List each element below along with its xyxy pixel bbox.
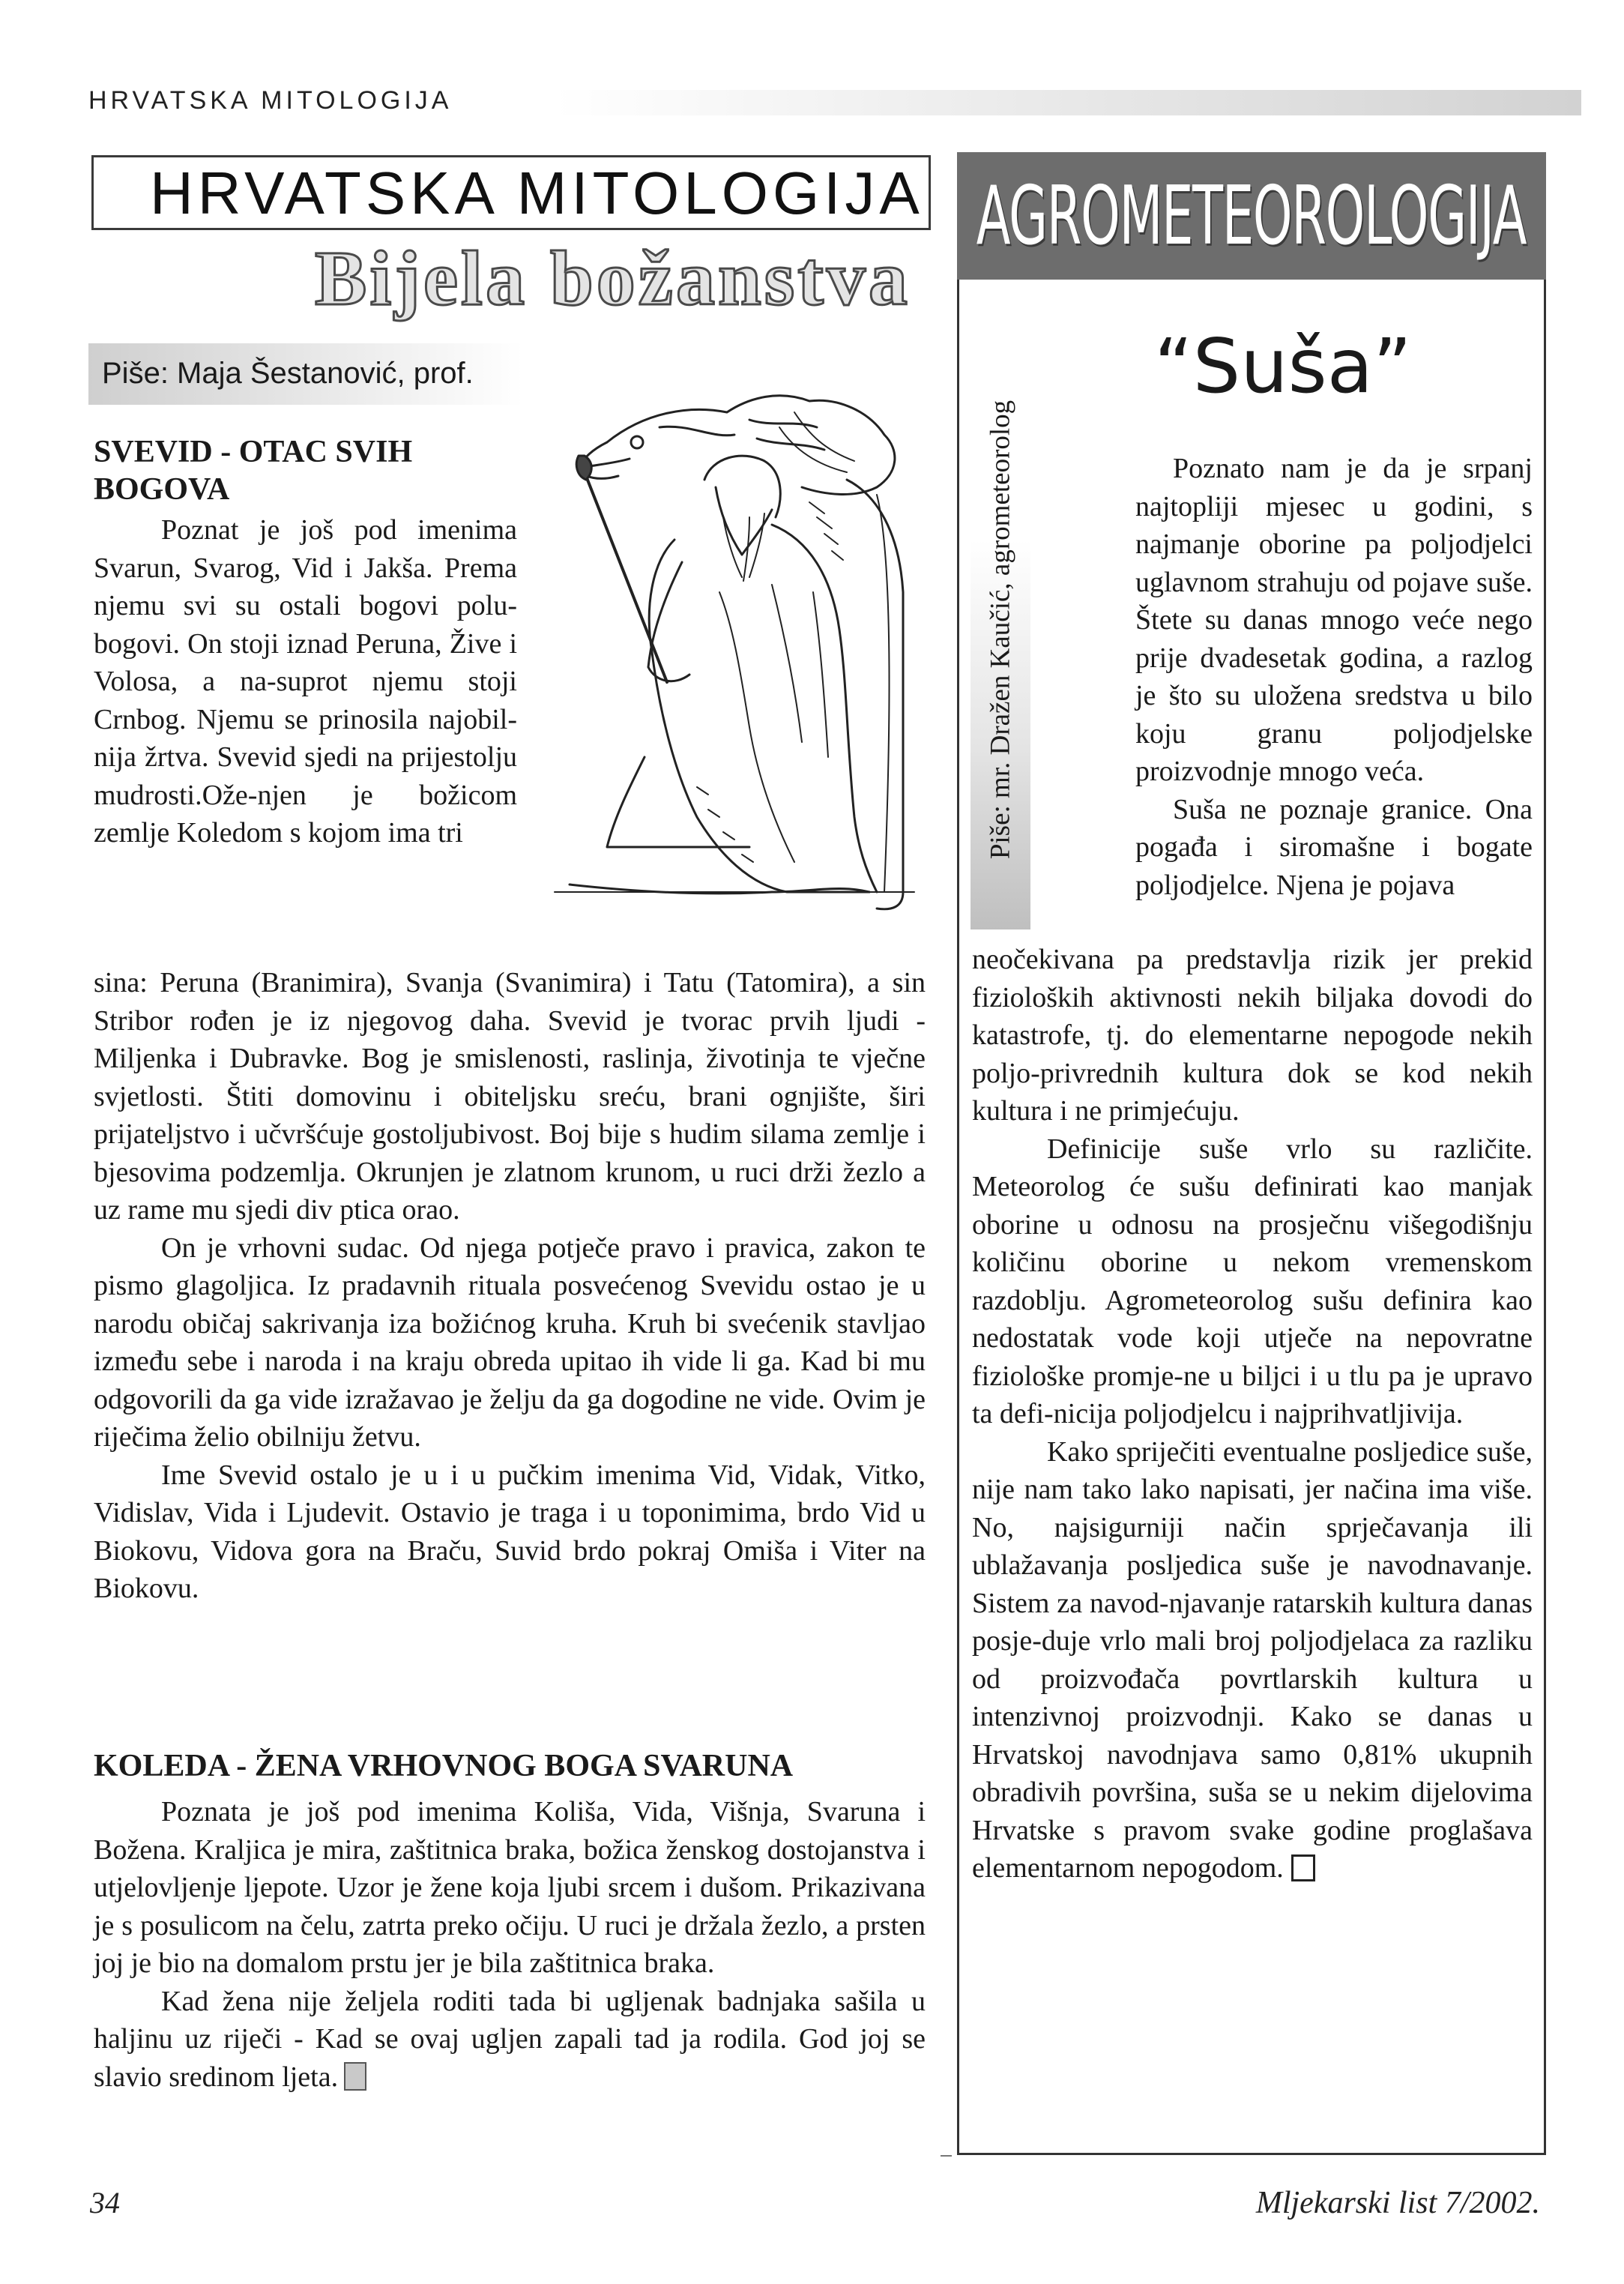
svevid-illustration <box>525 367 944 929</box>
svevid-body <box>94 964 926 1608</box>
section-heading-koleda: KOLEDA - ŽENA VRHOVNOG BOGA SVARUNA <box>94 1749 794 1783</box>
paragraph <box>94 1983 926 2097</box>
paragraph: neočekivana pa predstavlja rizik jer prekid fizioloških aktivnosti nekih biljaka dovodi do katastrofe, tj. do elementarne nepogode nekih poljo-privrednih kultura dok se kod nekih kultura i ne primjećuju. <box>972 944 1533 1127</box>
page-number: 34 <box>90 2186 120 2220</box>
agro-section-title: AGROMETEOROLOGIJA <box>976 169 1527 263</box>
agro-header <box>957 152 1546 280</box>
paragraph <box>972 1433 1533 1887</box>
agro-byline: Piše: mr. Dražen Kaučić, agrometeorolog <box>985 400 1016 860</box>
paragraph: Poznata je još pod imenima Koliša, Vida, Višnja, Svaruna i Božena. Kraljica je mira, zaštitnica braka, božica ženskog dostojanstva i utjelovljenje ljepote. Uzor je žene koja ljubi srcem i dušom. Prikazivana je s posulicom na čelu, zatrta preko očiju. U ruci je držala žezlo, a prsten joj je bio na domalom prstu jer je bila zaštitnica braka. <box>94 1796 926 1979</box>
section-heading-svevid: SVEVID - OTAC SVIH BOGOVA <box>94 435 413 507</box>
paragraph: Suša ne poznaje granice. Ona pogađa i siromašne i bogate poljodjelce. Njena je pojava <box>1135 793 1533 901</box>
paragraph: Definicije suše vrlo su različite. Meteorolog će sušu definirati kao manjak oborine u odnosu na prosječnu višegodišnju količinu oborine u nekom vremenskom razdoblju. Agrometeorolog sušu definira kao nedostatak vode koji utječe na nepovratne fiziološke promje-ne u biljci i u tlu pa je upravo ta defi-nicija poljodjelcu i najprihvatljivija. <box>972 1133 1533 1429</box>
agro-body <box>972 941 1533 1887</box>
paragraph: On je vrhovni sudac. Od njega potječe pravo i pravica, zakon te pismo glagoljica. Iz pradavnih rituala posvećenog Svevidu ostao je u narodu običaj sakrivanja iza božićnog kruha. Kruh bi svećenik stavljao između sebe i naroda i na kraju obreda upitao ih vide li ga. Kad bi mu odgovorili da ga vide izražavao je želju da ga dogodine ne vide. Ovim je riječima želio obilniju žetvu. <box>94 1232 926 1453</box>
paragraph: Ime Svevid ostalo je u i u pučkim imenima Vid, Vidak, Vitko, Vidislav, Vida i Ljudevit. Ostavio je traga i u toponimima, brdo Vid u Biokovu, Vidova gora na Braču, Suvid brdo pokraj Omiša i Viter na Biokovu. <box>94 1459 926 1604</box>
byline-bar <box>88 343 523 405</box>
svevid-intro <box>94 433 517 852</box>
agro-article-title: “Suša” <box>1154 322 1412 410</box>
publication-title: Mljekarski list 7/2002. <box>1255 2186 1540 2220</box>
paragraph-text: Kad žena nije željela roditi tada bi ugljenak badnjaka sašila u haljinu uz riječi - Kad se ovaj ugljen zapali tad ja rodila. God joj se slavio sredinom ljeta. <box>94 1985 926 2093</box>
end-mark-icon <box>1291 1854 1315 1881</box>
koleda-body <box>94 1793 926 2096</box>
paragraph: Poznat je još pod imenima Svarun, Svarog, Vid i Jakša. Prema njemu svi su ostali bogovi polu-bogovi. On stoji iznad Peruna, Žive i Volosa, a na-suprot njemu stoji Crnbog. Njemu se prinosila najobil-nija žrtva. Svevid sjedi na prijestolju mudrosti.Ože-njen je božicom zemlje Koledom s kojom ima tri <box>94 514 517 849</box>
paragraph-text: Kako spriječiti eventualne posljedice suše, nije nam tako lako napisati, jer načina ima više. No, najsigurniji način sprječavanja ili ublažavanja posljedica suše je navodnavanje. Sistem za navod-njavanje ratarskih kultura danas posje-duje vrlo mali broj poljodjelaca za razliku od proizvođača povrtlarskih kultura u intenzivnoj proizvodnji. Kako se danas u Hrvatskoj navodnjava samo 0,81% ukupnih obradivih površina, suša se u nekim dijelovima Hrvatske s pravom svake godine proglašava elementarnom nepogodom. <box>972 1435 1533 1884</box>
section-title: HRVATSKA MITOLOGIJA <box>150 160 924 226</box>
agro-byline-bar <box>971 330 1030 929</box>
paragraph: sina: Peruna (Branimira), Svanja (Svanimira) i Tatu (Tatomira), a sin Stribor rođen je iz njegovog daha. Svevid je tvorac prvih ljudi - Miljenka i Dubravke. Bog je smislenosti, raslinja, životinja te vječne svjetlosti. Štiti domovinu i obiteljsku sreću, brani ognjište, širi prijateljstvo i učvršćuje gostoljubivost. Boj bije s hudim silama zemlje i bjesovima podzemlja. Okrunjen je zlatnom krunom, u ruci drži žezlo a uz rame mu sjedi div ptica orao. <box>94 967 926 1226</box>
running-head: HRVATSKA MITOLOGIJA <box>88 86 453 115</box>
end-mark-icon <box>344 2062 366 2091</box>
byline: Piše: Maja Šestanović, prof. <box>102 357 474 390</box>
article-title: Bijela božanstva <box>315 235 911 322</box>
divider <box>941 2155 952 2157</box>
agro-intro <box>1135 450 1533 904</box>
header-rule <box>555 90 1581 115</box>
paragraph: Poznato nam je da je srpanj najtopliji mjesec u godini, s najmanje oborine pa poljodjelci uglavnom strahuju od pojave suše. Štete su danas mnogo veće nego prije dvadesetak godina, a razlog je što su uložena sredstva u bilo koju granu poljodjelske proizvodnje mnogo veća. <box>1135 453 1533 787</box>
